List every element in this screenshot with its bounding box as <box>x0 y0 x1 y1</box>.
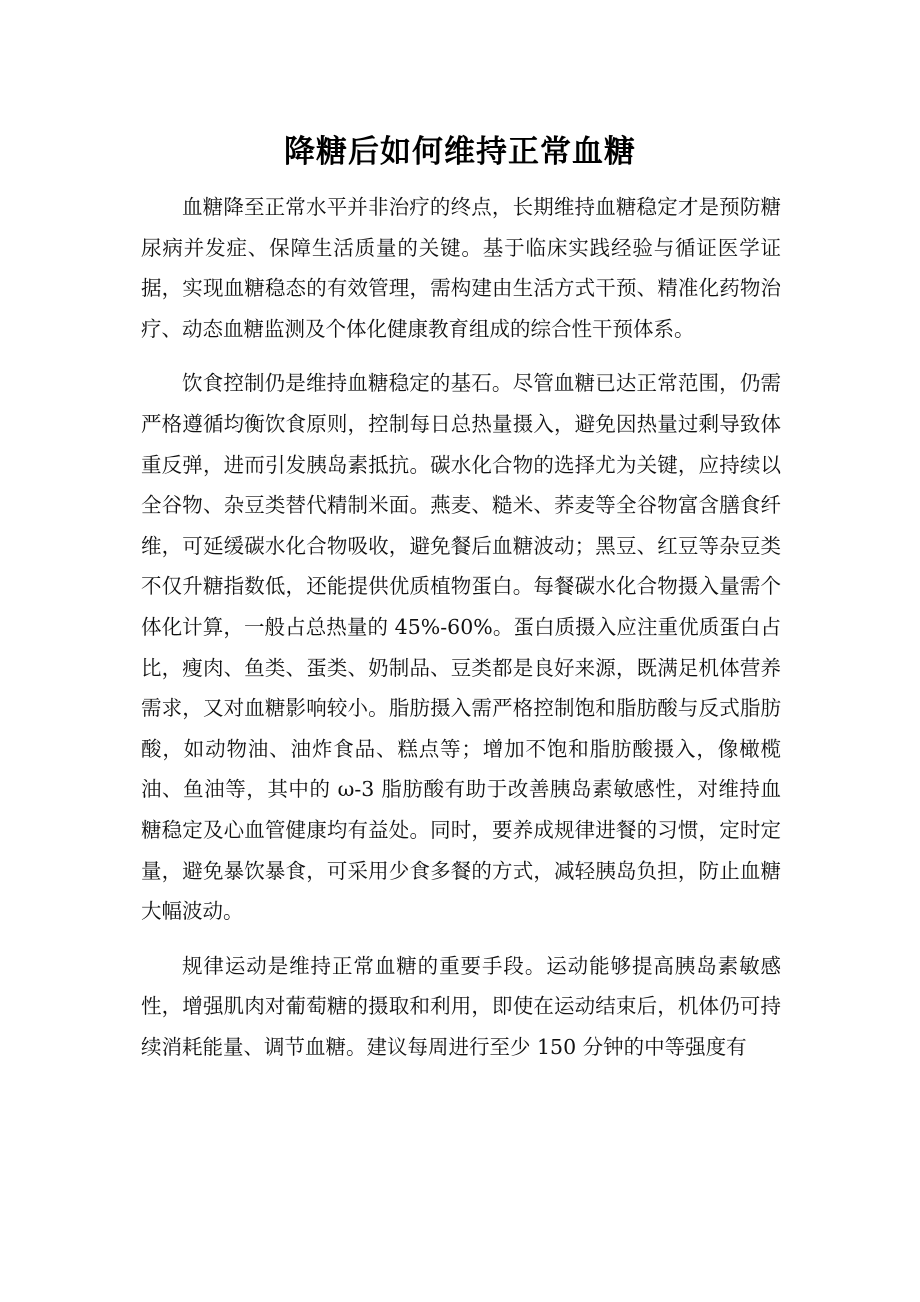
paragraph-exercise: 规律运动是维持正常血糖的重要手段。运动能够提高胰岛素敏感性，增强肌肉对葡萄糖的摄取和利用，即使在运动结束后，机体仍可持续消耗能量、调节血糖。建议每周进行至少 150 分钟的中等强度有 <box>141 953 781 1059</box>
document-body <box>141 187 781 1081</box>
paragraph-diet: 饮食控制仍是维持血糖稳定的基石。尽管血糖已达正常范围，仍需严格遵循均衡饮食原则，控制每日总热量摄入，避免因热量过剩导致体重反弹，进而引发胰岛素抵抗。碳水化合物的选择尤为关键，应持续以全谷物、杂豆类替代精制米面。燕麦、糙米、荞麦等全谷物富含膳食纤维，可延缓碳水化合物吸收，避免餐后血糖波动；黑豆、红豆等杂豆类不仅升糖指数低，还能提供优质植物蛋白。每餐碳水化合物摄入量需个体化计算，一般占总热量的 45%-60%。蛋白质摄入应注重优质蛋白占比，瘦肉、鱼类、蛋类、奶制品、豆类都是良好来源，既满足机体营养需求，又对血糖影响较小。脂肪摄入需严格控制饱和脂肪酸与反式脂肪酸，如动物油、油炸食品、糕点等；增加不饱和脂肪酸摄入，像橄榄油、鱼油等，其中的 ω-3 脂肪酸有助于改善胰岛素敏感性，对维持血糖稳定及心血管健康均有益处。同时，要养成规律进餐的习惯，定时定量，避免暴饮暴食，可采用少食多餐的方式，减轻胰岛负担，防止血糖大幅波动。 <box>141 371 781 924</box>
document-title: 降糖后如何维持正常血糖 <box>284 134 636 170</box>
paragraph-intro: 血糖降至正常水平并非治疗的终点，长期维持血糖稳定才是预防糖尿病并发症、保障生活质量的关键。基于临床实践经验与循证医学证据，实现血糖稳态的有效管理，需构建由生活方式干预、精准化药物治疗、动态血糖监测及个体化健康教育组成的综合性干预体系。 <box>141 195 781 341</box>
